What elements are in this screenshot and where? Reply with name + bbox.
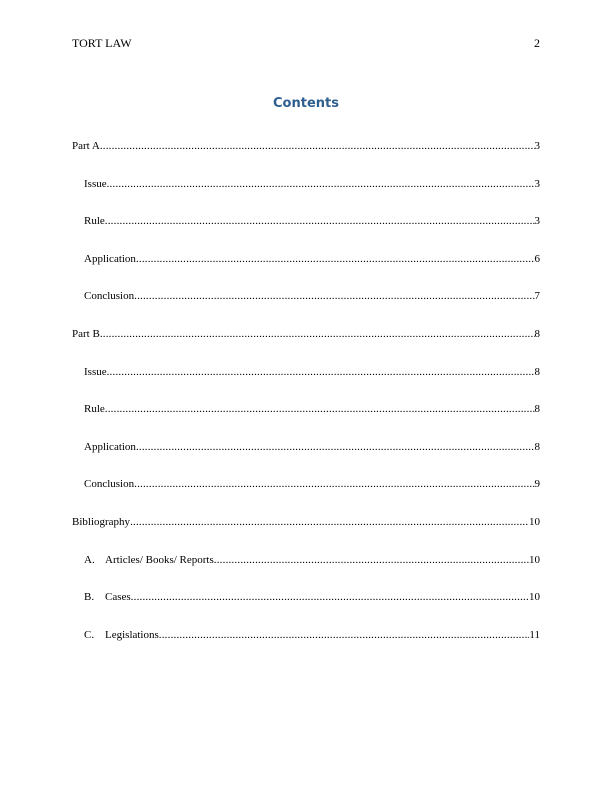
toc-entry-part-b-conclusion[interactable] xyxy=(72,477,540,515)
toc-dot-leader xyxy=(134,477,534,491)
toc-entry-label: Application xyxy=(84,252,136,265)
toc-dot-leader xyxy=(134,289,534,303)
toc-list-marker: B. xyxy=(84,591,95,604)
toc-entry-label: Application xyxy=(84,440,136,453)
toc-entry-part-a-rule[interactable] xyxy=(72,214,540,252)
toc-dot-leader xyxy=(100,139,535,153)
toc-dot-leader xyxy=(107,365,535,379)
toc-entry-part-b[interactable] xyxy=(72,327,540,365)
toc-dot-leader xyxy=(136,440,535,454)
toc-list-marker: A. xyxy=(84,553,95,566)
toc-entry-part-a[interactable] xyxy=(72,139,540,177)
toc-entry-part-a-application[interactable] xyxy=(72,252,540,290)
toc-entry-text: Cases xyxy=(105,591,131,604)
toc-entry-label xyxy=(84,628,159,642)
toc-entry-part-a-conclusion[interactable] xyxy=(72,289,540,327)
toc-entry-label: Rule xyxy=(84,403,105,416)
toc-dot-leader xyxy=(100,327,535,341)
toc-entry-page: 3 xyxy=(534,140,540,152)
toc-entry-page: 8 xyxy=(534,403,540,416)
table-of-contents xyxy=(72,139,540,665)
toc-title: Contents xyxy=(273,96,339,111)
running-header-title: TORT LAW xyxy=(72,36,132,50)
toc-entry-text: Legislations xyxy=(105,628,159,641)
toc-entry-label: Conclusion xyxy=(84,290,135,303)
toc-entry-label: Rule xyxy=(84,215,105,228)
toc-entry-page: 6 xyxy=(534,252,540,265)
toc-entry-page: 10 xyxy=(529,515,540,528)
toc-entry-page: 9 xyxy=(534,478,540,491)
toc-entry-label xyxy=(84,553,214,567)
toc-list-marker: C. xyxy=(84,628,95,641)
toc-dot-leader xyxy=(159,628,530,642)
toc-entry-part-b-application[interactable] xyxy=(72,440,540,478)
toc-entry-page: 7 xyxy=(534,290,540,303)
toc-dot-leader xyxy=(214,553,529,567)
toc-entry-part-b-issue[interactable] xyxy=(72,365,540,403)
toc-entry-label: Part A xyxy=(72,140,100,152)
toc-entry-page: 10 xyxy=(529,553,540,566)
toc-dot-leader xyxy=(105,214,535,228)
toc-entry-label: Conclusion xyxy=(84,478,135,491)
toc-dot-leader xyxy=(131,590,529,604)
toc-dot-leader xyxy=(136,252,535,266)
toc-entry-bibliography-legislations[interactable] xyxy=(72,628,540,666)
toc-entry-page: 3 xyxy=(534,215,540,228)
toc-dot-leader xyxy=(130,515,529,529)
header-page-number: 2 xyxy=(534,36,540,50)
toc-entry-page: 8 xyxy=(534,365,540,378)
toc-entry-page: 8 xyxy=(534,440,540,453)
toc-entry-label: Issue xyxy=(84,365,107,378)
toc-entry-label: Part B xyxy=(72,327,100,340)
toc-entry-bibliography-cases[interactable] xyxy=(72,590,540,628)
toc-entry-label: Issue xyxy=(84,177,107,190)
toc-entry-text: Articles/ Books/ Reports xyxy=(105,553,214,566)
toc-entry-page: 10 xyxy=(529,591,540,604)
toc-entry-page: 8 xyxy=(534,327,540,340)
toc-entry-bibliography-articles[interactable] xyxy=(72,553,540,591)
toc-entry-label xyxy=(84,590,131,604)
toc-dot-leader xyxy=(105,402,535,416)
toc-entry-page: 3 xyxy=(534,177,540,190)
toc-entry-part-b-rule[interactable] xyxy=(72,402,540,440)
toc-entry-part-a-issue[interactable] xyxy=(72,177,540,215)
toc-dot-leader xyxy=(107,177,535,191)
toc-entry-label: Bibliography xyxy=(72,515,131,528)
toc-entry-page: 11 xyxy=(529,628,540,641)
toc-entry-bibliography[interactable] xyxy=(72,515,540,553)
